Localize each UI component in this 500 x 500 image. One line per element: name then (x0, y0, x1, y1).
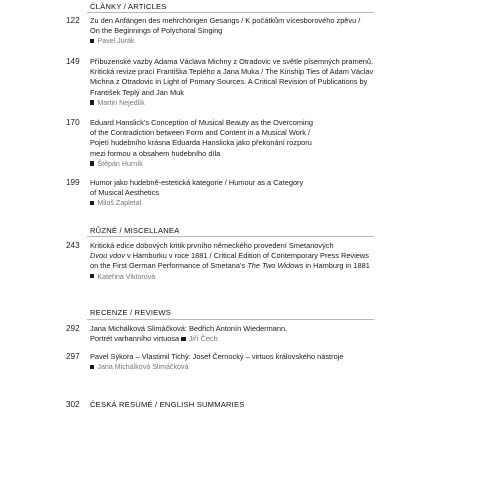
title-text: on the First German Performance of Smetana’s (90, 261, 248, 271)
entry-title-line (90, 251, 390, 261)
bullet-square-icon (90, 274, 94, 278)
entry-title-line: On the Beginnings of Polychoral Singing (90, 26, 223, 36)
entry-author (90, 362, 390, 372)
author-name: Kateřina Viktorová (97, 272, 156, 281)
section-heading-reviews: RECENZE / REVIEWS (90, 308, 172, 317)
entry-author (90, 159, 390, 169)
bullet-square-icon (90, 365, 94, 369)
entry-title-line: of the Contradiction between Form and Content in a Musical Work / (90, 128, 311, 138)
entry-author (90, 98, 390, 108)
section-divider (87, 319, 374, 320)
page-number: 199 (66, 178, 80, 187)
bullet-square-icon (90, 39, 94, 43)
section-heading-summaries: ČESKÁ RESUMÉ / ENGLISH SUMMARIES (90, 400, 245, 409)
page-number: 297 (66, 352, 80, 361)
bullet-square-icon (90, 161, 94, 165)
entry-title-line (90, 261, 390, 271)
page-number: 243 (66, 241, 80, 250)
reviewer-name: Jana Michálková Slimáčková (97, 363, 189, 372)
entry-title-line: Michna z Otradovic in Light of Primary Sources. A Critical Revision of Publications by (90, 77, 368, 87)
section-heading-miscellanea: RŮZNÉ / MISCELLANEA (90, 226, 180, 235)
entry-title-line: Kritická edice dobových kritik prvního německého provedení Smetanových (90, 241, 334, 250)
bullet-square-icon (90, 100, 94, 104)
entry-title-line: Pavel Sýkora – Vlastimil Tichý: Josef Černocký – virtuos královského nástroje (90, 352, 344, 361)
title-text: in Hamburg in 1881 (303, 261, 370, 271)
work-title-italic: The Two Widows (247, 261, 304, 271)
page-number: 302 (66, 400, 80, 409)
author-name: Miloš Zapletal (97, 199, 142, 208)
entry-title-line: Příbuzenské vazby Adama Václava Michny z Otradovic ve světle písemných pramenů. (90, 57, 374, 66)
entry-title-line: Humor jako hudebně-estetická kategorie / Humour as a Category (90, 178, 304, 187)
entry-title-line (90, 334, 390, 344)
entry-author (90, 198, 390, 208)
author-name: Štěpán Hurník (97, 159, 143, 168)
entry-author (90, 272, 390, 282)
entry-author (90, 36, 390, 46)
bullet-square-icon (181, 337, 185, 341)
work-title-italic: Dvou vdov (90, 251, 125, 261)
page-number: 292 (66, 324, 80, 333)
entry-title-line: František Teplý and Jan Muk (90, 87, 184, 97)
entry-title-line: Eduard Hanslick’s Conception of Musical Beauty as the Overcoming (90, 118, 313, 127)
entry-title-line: Jana Michálková Slimáčková: Bedřich Antonín Wiedermann. (90, 324, 288, 333)
section-divider (87, 236, 374, 237)
author-name: Pavel Jurák (97, 37, 135, 46)
page-number: 149 (66, 57, 80, 66)
entry-title-line: Pojetí hudebního krásna Eduarda Hanslicka jako překonání rozporu (90, 138, 312, 148)
section-divider (87, 12, 374, 13)
page-number: 122 (66, 16, 80, 25)
reviewer-name: Jiří Čech (188, 334, 218, 344)
entry-title-line: mezi formou a obsahem hudebního díla (90, 148, 221, 158)
author-name: Martin Nejedlík (97, 98, 145, 107)
entry-title-line: Zu den Anfängen des mehrchörigen Gesangs / K počátkům vícesborového zpěvu / (90, 16, 361, 25)
title-text: v Hamburku v roce 1881 / Critical Edition of Contemporary Press Reviews (124, 251, 369, 261)
bullet-square-icon (90, 201, 94, 205)
entry-title-line: Kritická revize prací Františka Teplého a Jana Muka / The Kinship Ties of Adam Václav (90, 67, 374, 77)
title-text: Portrét varhanního virtuosa (90, 334, 180, 344)
entry-title-line: of Musical Aesthetics (90, 188, 160, 198)
section-heading-articles: ČLÁNKY / ARTICLES (90, 2, 167, 11)
page-number: 170 (66, 118, 80, 127)
